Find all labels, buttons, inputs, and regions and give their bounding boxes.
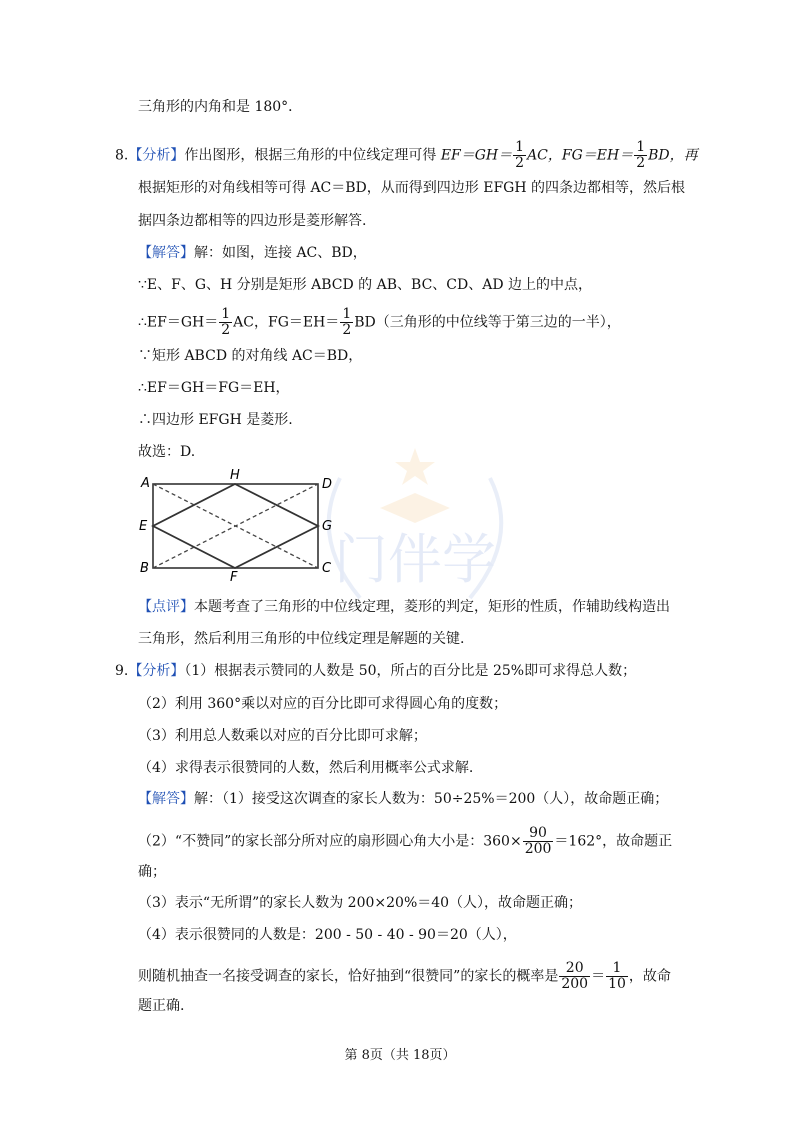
label-h: H [230, 468, 240, 483]
equation: FG＝EH＝ [561, 147, 634, 164]
analysis-line-2: 根据矩形的对角线相等可得 AC＝BD，从而得到四边形 EFGH 的四条边都相等，然后根 [138, 180, 686, 196]
solution-line-3: 确； [138, 864, 166, 880]
label-c: C [322, 561, 332, 576]
solution-line-5: （4）表示很赞同的人数是：200 - 50 - 40 - 90＝20（人）， [138, 927, 517, 943]
solution-line-1 [138, 789, 668, 809]
solution-tag: 【解答】 [138, 791, 194, 807]
equals-sign: ＝ [591, 968, 606, 985]
text: ，故命 [628, 968, 671, 985]
fraction-half: $\frac{1}{2}$ [342, 306, 352, 338]
question-number: 8. [115, 147, 129, 164]
analysis-line-4: （4）求得表示很赞同的人数，然后利用概率公式求解. [138, 760, 474, 776]
question-8-analysis-line-1 [115, 140, 698, 171]
label-e: E [139, 519, 148, 534]
question-9-analysis-line-1 [115, 661, 636, 681]
analysis-line-2: （2）利用 360°乘以对应的百分比即可求得圆心角的度数； [138, 696, 508, 712]
solution-line-7: 故选：D. [138, 444, 196, 460]
fraction-half: $\frac{1}{2}$ [221, 306, 231, 338]
solution-tag: 【解答】 [138, 245, 194, 261]
analysis-tag: 【分析】 [128, 147, 185, 164]
analysis-tag: 【分析】 [128, 663, 185, 679]
equation: AC， [527, 147, 562, 164]
text: 则随机抽查一名接受调查的家长，恰好抽到“很赞同”的家长的概率是 [138, 968, 559, 985]
comment-line-1 [138, 597, 670, 617]
text: （1）根据表示赞同的人数是 50，所占的百分比是 25%即可求得总人数； [184, 663, 637, 679]
text: 本题考查了三角形的中位线定理，菱形的判定，矩形的性质，作辅助线构造出 [194, 599, 670, 615]
analysis-line-3: 据四条边都相等的四边形是菱形解答. [138, 213, 367, 229]
label-f: F [230, 570, 238, 585]
fraction-half: $\frac{1}{2}$ [515, 139, 525, 171]
text: 解：如图，连接 AC、BD， [194, 245, 367, 261]
comment-tag: 【点评】 [138, 599, 194, 615]
rectangle-rhombus-figure [138, 468, 338, 588]
label-b: B [140, 561, 149, 576]
fraction-half: $\frac{1}{2}$ [636, 139, 646, 171]
fraction-1-10: $\frac{1}{10}$ [608, 960, 626, 992]
solution-line-2 [138, 826, 672, 857]
comment-line-2: 三角形，然后利用三角形的中位线定理是解题的关键. [138, 631, 465, 647]
equation: AC，FG＝EH＝ [233, 314, 340, 331]
solution-line-3 [138, 307, 621, 338]
label-g: G [322, 519, 333, 534]
label-a: A [141, 476, 150, 491]
solution-line-1 [138, 243, 367, 263]
equation: EF＝GH＝ [440, 147, 513, 164]
solution-line-6 [138, 961, 671, 992]
text: （2）“不赞同”的家长部分所对应的扇形圆心角大小是：360× [138, 833, 522, 850]
solution-line-2: ∵E、F、G、H 分别是矩形 ABCD 的 AB、BC、CD、AD 边上的中点， [138, 277, 593, 293]
fraction-90-200: $\frac{90}{200}$ [524, 825, 552, 857]
equation: ∴EF＝GH＝ [138, 314, 219, 331]
equation: BD，再 [648, 147, 698, 164]
watermark-text: 门伴学 [334, 528, 496, 591]
solution-line-7: 题正确. [138, 998, 185, 1014]
text: 作出图形，根据三角形的中位线定理可得 [184, 147, 441, 164]
equation: BD（三角形的中位线等于第三边的一半）， [354, 314, 621, 331]
question-number: 9. [115, 663, 129, 679]
solution-line-5: ∴EF＝GH＝FG＝EH， [138, 380, 290, 396]
page-footer: 第 8页（共 18页） [344, 1048, 456, 1063]
solution-line-4: ∵矩形 ABCD 的对角线 AC＝BD， [138, 348, 363, 364]
solution-line-6: ∴四边形 EFGH 是菱形. [138, 412, 293, 428]
analysis-line-3: （3）利用总人数乘以对应的百分比即可求解； [138, 728, 427, 744]
label-d: D [322, 477, 333, 492]
text-line: 三角形的内角和是 180°． [138, 99, 303, 115]
text: 解：（1）接受这次调查的家长人数为：50÷25%＝200（人），故命题正确； [194, 791, 669, 807]
solution-line-4: （3）表示“无所谓”的家长人数为 200×20%＝40（人），故命题正确； [138, 895, 583, 911]
fraction-20-200: $\frac{20}{200}$ [561, 960, 589, 992]
text: ＝162°，故命题正 [554, 833, 673, 850]
